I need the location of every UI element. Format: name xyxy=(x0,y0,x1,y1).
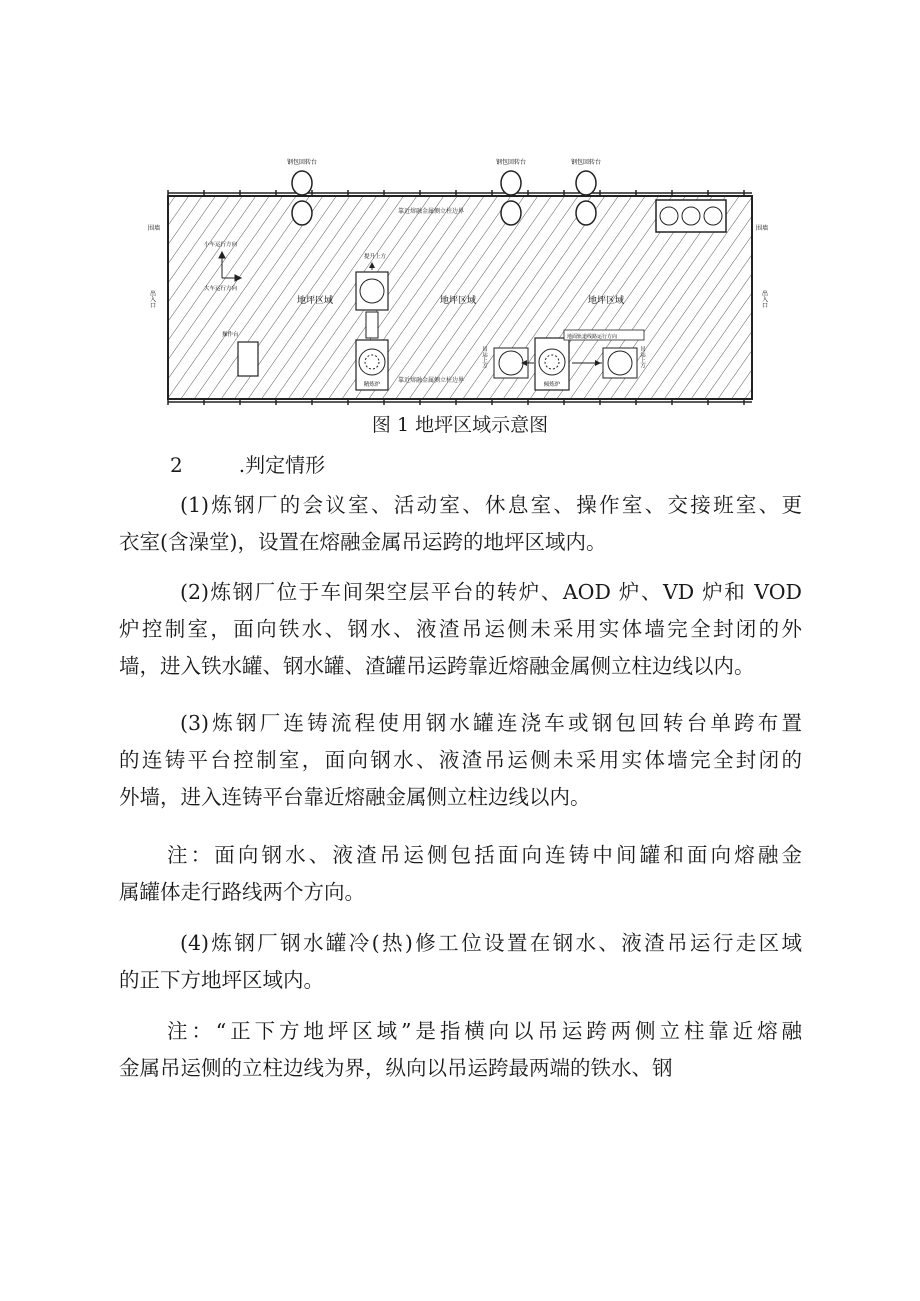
paragraph-line: (1)炼钢厂的会议室、活动室、休息室、操作室、交接班室、更 xyxy=(180,493,802,517)
operation-platform xyxy=(238,342,258,376)
paragraph-line: 墙，进入铁水罐、钢水罐、渣罐吊运跨靠近熔融金属侧立柱边线以内。 xyxy=(119,654,755,678)
paragraph-line: 的正下方地坪区域内。 xyxy=(119,968,324,992)
paragraph-line: (2)炼钢厂位于车间架空层平台的转炉、AOD 炉、VD 炉和 VOD xyxy=(180,580,802,604)
paragraph-line: 的连铸平台控制室，面向钢水、液渣吊运侧未采用实体墙完全封闭的 xyxy=(119,748,802,772)
paragraph-line: 金属吊运侧的立柱边线为界，纵向以吊运跨最两端的铁水、钢 xyxy=(119,1056,673,1080)
label-car-direction: 小车运行方向 xyxy=(204,242,238,248)
paragraph-3 xyxy=(119,705,802,816)
label-pillar-top: 靠近熔融金属侧立柱边界 xyxy=(398,208,465,215)
paragraph-line: 注：“正下方地坪区域”是指横向以吊运跨两侧立柱靠近熔融 xyxy=(167,1019,802,1043)
paragraph-line: 属罐体走行路线两个方向。 xyxy=(119,880,365,904)
label-ladle-turret-3: 钢包回转台 xyxy=(570,159,602,166)
section-heading xyxy=(170,449,325,478)
label-tilting-furnace: 倾炼炉 xyxy=(543,382,561,388)
label-wall-right: 围墙 xyxy=(756,225,769,232)
label-zone-1: 地坪区域 xyxy=(296,296,334,306)
paragraph-1 xyxy=(119,487,802,561)
label-pillar-bottom: 靠近熔融金属侧立柱边界 xyxy=(398,377,465,384)
section-number: 2 xyxy=(170,453,183,477)
label-wall-left: 围墙 xyxy=(148,225,161,232)
label-ladle-turret-2: 钢包回转台 xyxy=(495,159,527,166)
label-entrance-left: 出入口 xyxy=(148,290,156,308)
cold-repair-tank xyxy=(656,200,726,232)
label-crane-left: 吊运上方 xyxy=(481,346,487,368)
label-crane-direction: 大车运行方向 xyxy=(204,286,238,292)
label-crane-right: 吊运上方 xyxy=(639,346,645,368)
paragraph-line: 注：面向钢水、液渣吊运侧包括面向连铸中间罐和面向熔融金 xyxy=(167,843,802,867)
label-rail: 地面轨道线路运行方向 xyxy=(567,334,618,340)
paragraph-line: (4)炼钢厂钢水罐冷(热)修工位设置在钢水、液渣吊运行走区域 xyxy=(180,931,802,955)
floor-area-diagram xyxy=(140,150,780,415)
label-zone-3: 地坪区域 xyxy=(587,296,625,306)
label-entrance-right: 出入口 xyxy=(760,290,768,308)
note-1 xyxy=(119,837,802,911)
paragraph-line: 外墙，进入连铸平台靠近熔融金属侧立柱边线以内。 xyxy=(119,785,591,809)
label-ladle-turret-1: 钢包回转台 xyxy=(286,159,318,166)
figure-caption: 图 1 地坪区域示意图 xyxy=(371,414,549,436)
note-2 xyxy=(119,1013,802,1087)
paragraph-line: (3)炼钢厂连铸流程使用钢水罐连浇车或钢包回转台单跨布置 xyxy=(180,711,802,735)
section-title: .判定情形 xyxy=(238,453,326,477)
paragraph-2 xyxy=(119,574,802,685)
label-hoist-up: 提升上方 xyxy=(364,254,387,260)
paragraph-line: 炉控制室，面向铁水、钢水、液渣吊运侧未采用实体墙完全封闭的外 xyxy=(119,617,802,641)
label-refining-furnace: 精炼炉 xyxy=(363,382,381,388)
paragraph-line: 衣室(含澡堂)，设置在熔融金属吊运跨的地坪区域内。 xyxy=(119,530,607,554)
paragraph-4 xyxy=(119,925,802,999)
label-zone-2: 地坪区域 xyxy=(439,296,477,306)
label-platform-left: 操作台 xyxy=(222,332,239,338)
